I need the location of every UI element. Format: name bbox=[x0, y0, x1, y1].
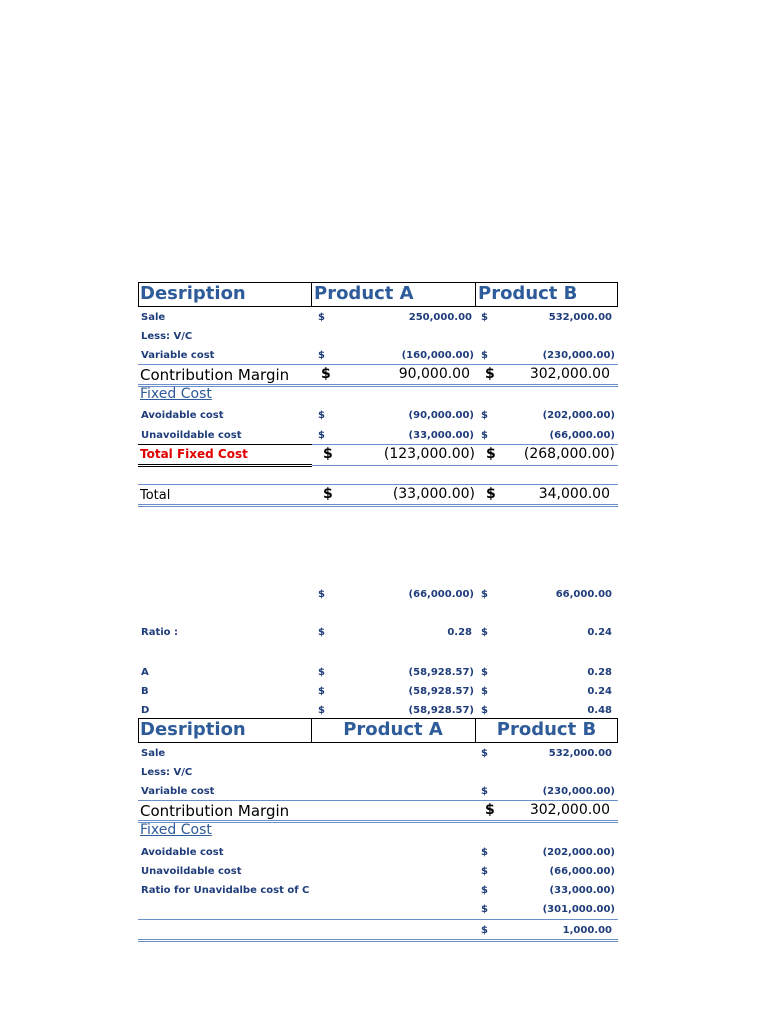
header-description: Desription bbox=[140, 283, 246, 304]
currency-symbol: $ bbox=[481, 589, 488, 600]
cell-value: (33,000.00) bbox=[392, 486, 475, 502]
cell-value: (202,000.00) bbox=[542, 410, 615, 421]
cell-value: 532,000.00 bbox=[548, 748, 612, 759]
header-product-a: Product A bbox=[314, 283, 414, 304]
row-label: Contribution Margin bbox=[140, 366, 290, 384]
row-label: Contribution Margin bbox=[140, 802, 290, 820]
header-divider bbox=[311, 282, 312, 307]
currency-symbol: $ bbox=[481, 866, 488, 877]
row-label: Total bbox=[140, 488, 171, 503]
cell-value: (268,000.00) bbox=[523, 446, 615, 462]
section-title: Fixed Cost bbox=[140, 822, 212, 838]
cell-value: (33,000.00) bbox=[408, 430, 474, 441]
rule bbox=[138, 384, 618, 385]
rule bbox=[312, 465, 618, 466]
row-label: Ratio : bbox=[141, 627, 179, 638]
cell-value: (230,000.00) bbox=[542, 786, 615, 797]
currency-symbol: $ bbox=[318, 686, 325, 697]
currency-symbol: $ bbox=[481, 312, 488, 323]
currency-symbol: $ bbox=[485, 366, 495, 382]
cell-value: (66,000.00) bbox=[549, 430, 615, 441]
rule bbox=[138, 444, 312, 445]
row-label: Less: V/C bbox=[141, 767, 193, 778]
cell-value: 250,000.00 bbox=[408, 312, 472, 323]
cell-value: 90,000.00 bbox=[398, 366, 470, 382]
header-product-a: Product A bbox=[343, 719, 443, 740]
header-description: Desription bbox=[140, 719, 246, 740]
cell-value: 1,000.00 bbox=[562, 925, 612, 936]
cell-value: (230,000.00) bbox=[542, 350, 615, 361]
rule bbox=[138, 504, 618, 505]
currency-symbol: $ bbox=[481, 627, 488, 638]
currency-symbol: $ bbox=[323, 486, 333, 502]
currency-symbol: $ bbox=[481, 410, 488, 421]
row-label: Ratio for Unavidalbe cost of C bbox=[141, 885, 310, 896]
cell-value: (90,000.00) bbox=[408, 410, 474, 421]
currency-symbol: $ bbox=[481, 847, 488, 858]
currency-symbol: $ bbox=[323, 446, 333, 462]
cell-value: 0.24 bbox=[587, 686, 612, 697]
cell-value: (123,000.00) bbox=[383, 446, 475, 462]
row-label: B bbox=[141, 686, 149, 697]
currency-symbol: $ bbox=[481, 748, 488, 759]
rule bbox=[138, 939, 618, 940]
currency-symbol: $ bbox=[318, 667, 325, 678]
currency-symbol: $ bbox=[318, 430, 325, 441]
row-label: Less: V/C bbox=[141, 331, 193, 342]
cell-value: 0.48 bbox=[587, 705, 612, 716]
row-label: A bbox=[141, 667, 149, 678]
currency-symbol: $ bbox=[481, 904, 488, 915]
currency-symbol: $ bbox=[321, 366, 331, 382]
rule bbox=[138, 364, 618, 365]
row-label: Unavoildable cost bbox=[141, 430, 242, 441]
currency-symbol: $ bbox=[481, 925, 488, 936]
currency-symbol: $ bbox=[486, 446, 496, 462]
rule bbox=[138, 800, 618, 801]
row-label: Unavoildable cost bbox=[141, 866, 242, 877]
rule bbox=[138, 820, 618, 821]
cell-value: 0.24 bbox=[587, 627, 612, 638]
currency-symbol: $ bbox=[318, 410, 325, 421]
cell-value: (66,000.00) bbox=[549, 866, 615, 877]
row-label: Avoidable cost bbox=[141, 847, 224, 858]
currency-symbol: $ bbox=[318, 350, 325, 361]
currency-symbol: $ bbox=[318, 312, 325, 323]
currency-symbol: $ bbox=[481, 686, 488, 697]
row-label: Variable cost bbox=[141, 350, 215, 361]
rule bbox=[312, 444, 618, 445]
cell-value: (58,928.57) bbox=[408, 705, 474, 716]
cell-value: 532,000.00 bbox=[548, 312, 612, 323]
cell-value: 302,000.00 bbox=[529, 802, 610, 818]
cell-value: 0.28 bbox=[447, 627, 472, 638]
row-label: D bbox=[141, 705, 150, 716]
currency-symbol: $ bbox=[481, 885, 488, 896]
row-label: Variable cost bbox=[141, 786, 215, 797]
currency-symbol: $ bbox=[486, 486, 496, 502]
currency-symbol: $ bbox=[481, 430, 488, 441]
currency-symbol: $ bbox=[481, 667, 488, 678]
section-title: Fixed Cost bbox=[140, 386, 212, 402]
currency-symbol: $ bbox=[481, 705, 488, 716]
rule bbox=[138, 466, 312, 467]
header-divider bbox=[475, 282, 476, 307]
cell-value: (33,000.00) bbox=[549, 885, 615, 896]
row-label: Total Fixed Cost bbox=[140, 447, 248, 461]
row-label: Sale bbox=[141, 312, 166, 323]
currency-symbol: $ bbox=[481, 350, 488, 361]
cell-value: 34,000.00 bbox=[538, 486, 610, 502]
rule bbox=[138, 464, 312, 465]
header-product-b: Product B bbox=[496, 719, 597, 740]
currency-symbol: $ bbox=[318, 627, 325, 638]
header-product-b: Product B bbox=[478, 283, 578, 304]
row-label: Avoidable cost bbox=[141, 410, 224, 421]
currency-symbol: $ bbox=[318, 705, 325, 716]
cell-value: 66,000.00 bbox=[555, 589, 612, 600]
row-label: Sale bbox=[141, 748, 166, 759]
rule bbox=[138, 919, 618, 920]
rule bbox=[138, 484, 618, 485]
cell-value: 302,000.00 bbox=[529, 366, 610, 382]
cell-value: (58,928.57) bbox=[408, 667, 474, 678]
rule bbox=[138, 941, 618, 942]
currency-symbol: $ bbox=[481, 786, 488, 797]
currency-symbol: $ bbox=[318, 589, 325, 600]
rule bbox=[138, 506, 618, 507]
cell-value: (301,000.00) bbox=[542, 904, 615, 915]
cell-value: (202,000.00) bbox=[542, 847, 615, 858]
cell-value: (58,928.57) bbox=[408, 686, 474, 697]
cell-value: (160,000.00) bbox=[401, 350, 474, 361]
cell-value: (66,000.00) bbox=[408, 589, 474, 600]
currency-symbol: $ bbox=[485, 802, 495, 818]
cell-value: 0.28 bbox=[587, 667, 612, 678]
